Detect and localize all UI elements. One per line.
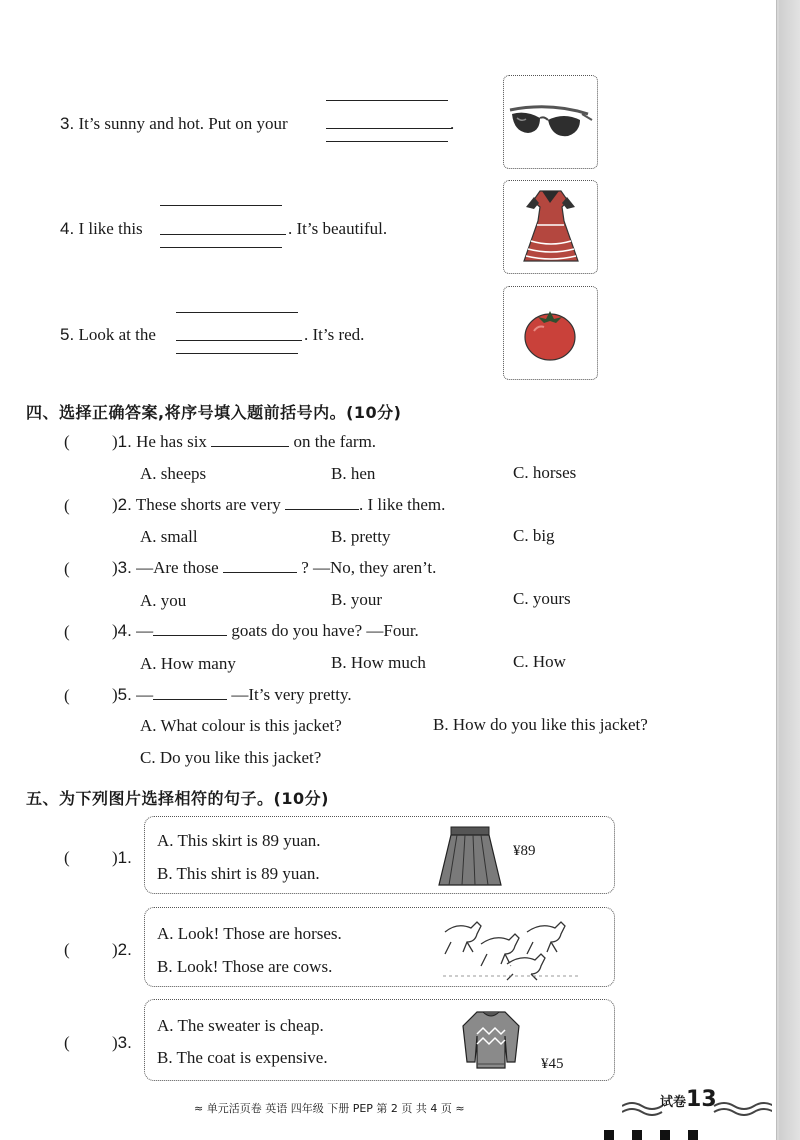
option: B. hen: [331, 464, 376, 483]
answer-paren[interactable]: (: [64, 496, 70, 515]
option: B. How do you like this jacket?: [433, 715, 648, 734]
option-box: [144, 816, 615, 894]
dress-picture: [503, 180, 598, 274]
option: B. How much: [331, 653, 426, 672]
price-label: ¥89: [513, 843, 536, 859]
tomato-icon: [504, 287, 597, 379]
option: C. yours: [513, 589, 571, 608]
answer-line[interactable]: [160, 247, 282, 248]
answer-line[interactable]: [176, 312, 298, 313]
option: B. your: [331, 590, 382, 609]
question-4-1: )1. He has six on the farm.: [112, 432, 377, 451]
footer-info: ≈ 单元活页卷 英语 四年级 下册 PEP 第 2 页 共 4 页 ≈: [194, 1102, 465, 1115]
answer-paren[interactable]: (: [64, 432, 70, 451]
sweater-icon: [461, 1006, 521, 1074]
option-box: [144, 999, 615, 1081]
option: A. you: [140, 591, 187, 610]
answer-paren[interactable]: (: [64, 848, 70, 867]
paper-number-label: 试卷13: [660, 1087, 717, 1112]
answer-line[interactable]: [160, 234, 286, 235]
price-label: ¥45: [541, 1056, 564, 1072]
answer-line[interactable]: [326, 141, 448, 142]
answer-blank[interactable]: [153, 634, 227, 636]
option-box: [144, 907, 615, 987]
option: C. horses: [513, 463, 577, 482]
registration-mark: [688, 1130, 698, 1140]
question-4-5: )5. — —It’s very pretty.: [112, 685, 352, 704]
fill-item-4-end: . It’s beautiful.: [288, 219, 388, 238]
question-4-2: )2. These shorts are very . I like them.: [112, 495, 446, 514]
choice-a[interactable]: A. This skirt is 89 yuan.: [157, 831, 321, 850]
question-5-2-number: )2.: [112, 940, 132, 959]
option: C. How: [513, 652, 566, 671]
question-5-1-number: )1.: [112, 848, 132, 867]
fill-item-5-end: . It’s red.: [304, 325, 365, 344]
answer-paren[interactable]: (: [64, 940, 70, 959]
answer-line[interactable]: [326, 128, 452, 129]
fill-item-4: 4. I like this: [60, 219, 143, 238]
answer-paren[interactable]: (: [64, 622, 70, 641]
fill-item-3: 3. It’s sunny and hot. Put on your: [60, 114, 288, 133]
sunglasses-picture: [503, 75, 598, 169]
option: C. big: [513, 526, 555, 545]
registration-mark: [632, 1130, 642, 1140]
fill-item-5: 5. Look at the: [60, 325, 156, 344]
choice-b[interactable]: B. The coat is expensive.: [157, 1048, 328, 1067]
option: A. small: [140, 527, 198, 546]
sunglasses-icon: [504, 76, 597, 168]
question-5-3-number: )3.: [112, 1033, 132, 1052]
choice-a[interactable]: A. Look! Those are horses.: [157, 924, 342, 943]
answer-paren[interactable]: (: [64, 559, 70, 578]
registration-mark: [604, 1130, 614, 1140]
answer-blank[interactable]: [285, 508, 359, 510]
choice-b[interactable]: B. This shirt is 89 yuan.: [157, 864, 320, 883]
question-4-4: )4. — goats do you have? —Four.: [112, 621, 419, 640]
question-4-3: )3. —Are those ? —No, they aren’t.: [112, 558, 437, 577]
section-5-heading: 五、为下列图片选择相符的句子。(10分): [26, 789, 329, 808]
option: C. Do you like this jacket?: [140, 748, 322, 767]
horses-icon: [437, 912, 587, 982]
page-edge-shadow-inner: [779, 0, 800, 1140]
answer-blank[interactable]: [211, 445, 289, 447]
answer-blank[interactable]: [153, 698, 227, 700]
answer-blank[interactable]: [223, 571, 297, 573]
tomato-picture: [503, 286, 598, 380]
choice-b[interactable]: B. Look! Those are cows.: [157, 957, 333, 976]
skirt-icon: [435, 823, 505, 889]
option: B. pretty: [331, 527, 391, 546]
fill-item-3-end: .: [450, 114, 455, 133]
dress-icon: [504, 181, 597, 273]
option: A. What colour is this jacket?: [140, 716, 342, 735]
option: A. sheeps: [140, 464, 207, 483]
answer-line[interactable]: [176, 353, 298, 354]
answer-line[interactable]: [160, 205, 282, 206]
section-4-heading: 四、选择正确答案,将序号填入题前括号内。(10分): [26, 403, 402, 422]
answer-line[interactable]: [176, 340, 302, 341]
choice-a[interactable]: A. The sweater is cheap.: [157, 1016, 324, 1035]
option: A. How many: [140, 654, 236, 673]
answer-paren[interactable]: (: [64, 686, 70, 705]
registration-mark: [660, 1130, 670, 1140]
answer-line[interactable]: [326, 100, 448, 101]
answer-paren[interactable]: (: [64, 1033, 70, 1052]
